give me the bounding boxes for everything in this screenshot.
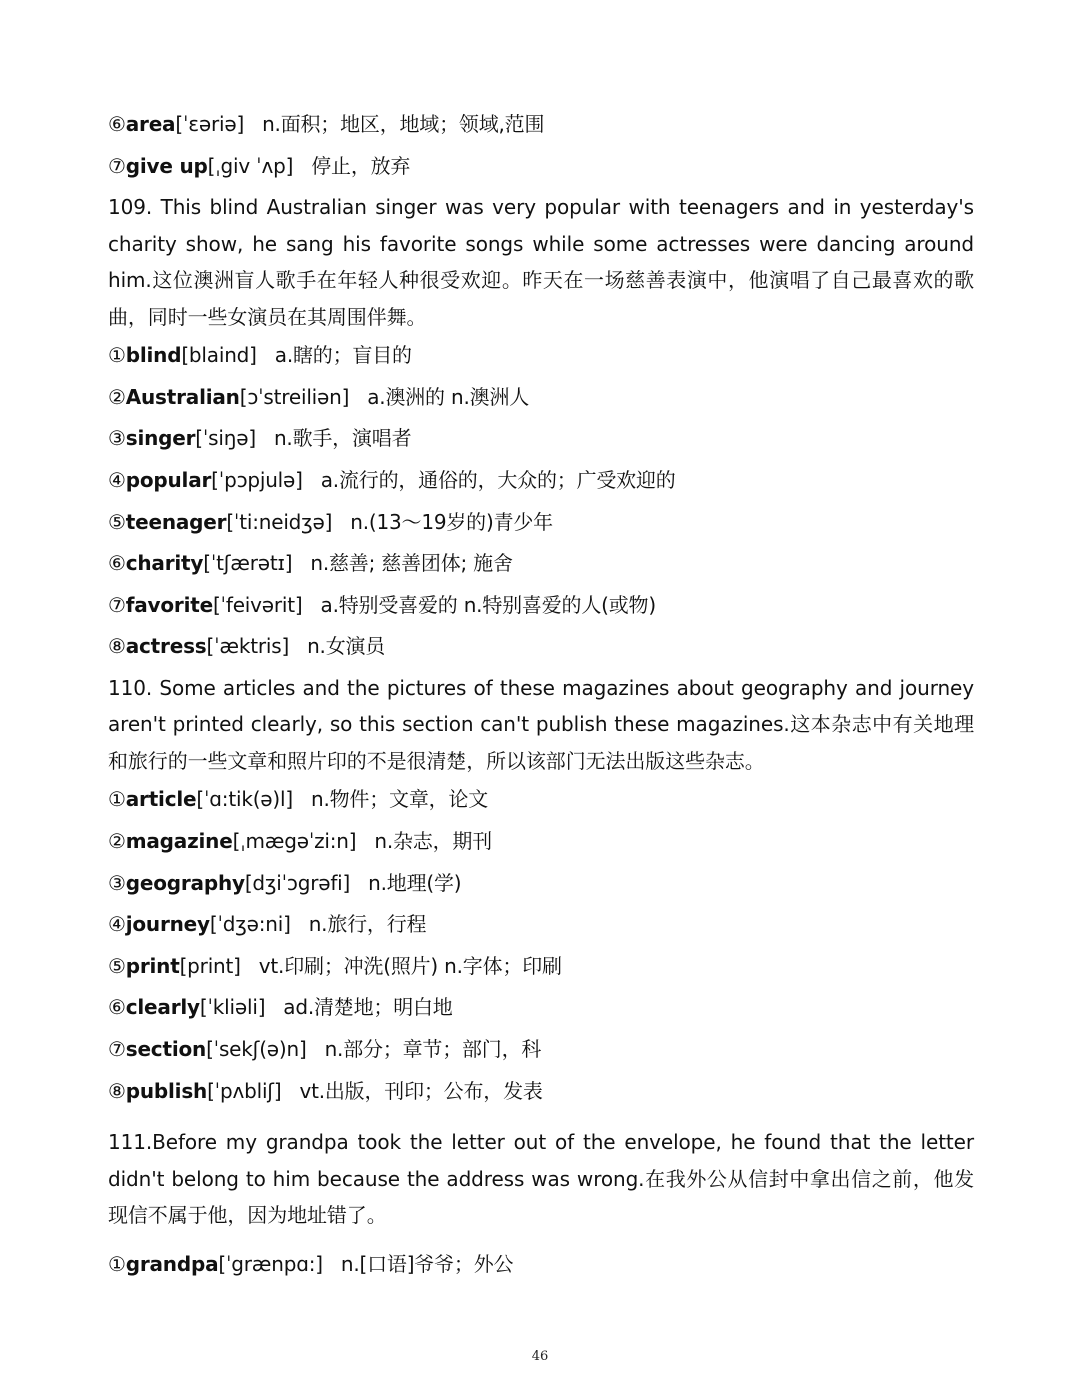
entry-phonetic: [ˈæktris] [206, 634, 290, 659]
page-number: 46 [531, 1349, 549, 1364]
entry-definition: vt.出版，刊印；公布，发表 [299, 1078, 543, 1103]
entry-number: ② [108, 829, 126, 854]
entry-definition: a.澳洲的 n.澳洲人 [367, 384, 530, 409]
entry-number: ⑧ [108, 634, 126, 659]
entry-definition: n.歌手，演唱者 [273, 426, 412, 451]
entry-definition: ad.清楚地；明白地 [283, 995, 453, 1020]
entry-definition: n.慈善; 慈善团体; 施舍 [310, 551, 513, 576]
vocab-entry [108, 1244, 974, 1286]
vocab-entry [108, 626, 974, 668]
entry-word: charity [125, 551, 204, 576]
entry-word: blind [125, 343, 182, 368]
entry-number: ⑥ [108, 551, 126, 576]
entry-word: magazine [125, 829, 233, 854]
entry-phonetic: [ˌgiv ˈʌp] [207, 153, 294, 178]
entry-number: ① [108, 343, 126, 368]
entry-definition: n.杂志，期刊 [374, 829, 493, 854]
entry-phonetic: [ˈti:neidʒə] [226, 509, 333, 534]
entry-phonetic: [ˈkliəli] [199, 995, 266, 1020]
entry-word: journey [125, 912, 210, 937]
entry-phonetic: [ˈsiŋə] [195, 426, 256, 451]
vocab-entry [108, 821, 974, 863]
entry-phonetic: [blaind] [181, 343, 257, 368]
entry-phonetic: [ˈpɔpjulə] [211, 467, 303, 492]
entry-phonetic: [ˈgrænpɑ:] [218, 1251, 323, 1276]
sentence-109: 109. This blind Australian singer was very popular with teenagers and in yesterday's charity show, he sang his favorite songs while some actresses were dancing around him.这位澳洲盲人歌手在年轻人种很受欢迎。昨天在一场慈善表演中，他演唱了自己最喜欢的歌曲，同时一些女演员在其周围伴舞。 [108, 195, 974, 329]
entry-word: Australian [125, 384, 240, 409]
entry-number: ⑥ [108, 112, 126, 136]
entry-word: print [125, 953, 180, 978]
entry-definition: n.部分；章节；部门，科 [324, 1037, 542, 1061]
entry-word: give up [125, 153, 208, 178]
entry-phonetic: [print] [179, 953, 241, 978]
entry-definition: n.物件；文章，论文 [310, 787, 489, 812]
entry-number: ⑥ [108, 995, 126, 1020]
entry-phonetic: [ˈfeivərit] [212, 592, 303, 617]
entry-word: grandpa [125, 1251, 219, 1276]
entry-word: popular [125, 467, 212, 492]
entry-phonetic: [ˈdʒə:ni] [209, 912, 291, 937]
entry-word: area [125, 112, 176, 136]
entry-word: publish [125, 1078, 208, 1103]
vocab-entry [108, 502, 974, 544]
page-content [108, 104, 974, 1285]
sentence-110: 110. Some articles and the pictures of these magazines about geography and journey aren't printed clearly, so this section can't publish these magazines.这本杂志中有关地理和旅行的一些文章和照片印的不是很清楚，所以该部门无法出版这些杂志。 [108, 675, 974, 773]
entry-number: ① [108, 1251, 126, 1276]
entry-definition: a.瞎的；盲目的 [274, 343, 412, 368]
vocab-entry [108, 104, 974, 146]
entry-definition: n.面积；地区，地域；领域,范围 [262, 112, 545, 136]
entry-phonetic: [ˈsekʃ(ə)n] [206, 1037, 307, 1061]
entry-word: favorite [125, 592, 213, 617]
entry-number: ④ [108, 467, 126, 492]
entry-number: ⑤ [108, 953, 126, 978]
entry-phonetic: [ˈtʃærətɪ] [203, 551, 293, 576]
entry-definition: a.特别受喜爱的 n.特别喜爱的人(或物) [320, 592, 656, 617]
entry-phonetic: [ˈɑ:tik(ə)l] [196, 787, 293, 812]
vocab-entry [108, 146, 974, 188]
entry-word: actress [125, 634, 207, 659]
entry-definition: n.(13～19岁的)青少年 [350, 509, 553, 534]
entry-number: ④ [108, 912, 126, 937]
entry-number: ⑤ [108, 509, 126, 534]
vocab-entry [108, 418, 974, 460]
entry-phonetic: [ˌmægəˈzi:n] [232, 829, 357, 854]
entry-word: article [125, 787, 197, 812]
vocab-entry [108, 863, 974, 905]
entry-phonetic: [dʒiˈɔgrəfi] [244, 870, 351, 895]
vocab-entry [108, 585, 974, 627]
entry-number: ③ [108, 870, 126, 895]
entry-number: ② [108, 384, 126, 409]
entry-word: teenager [125, 509, 227, 534]
vocab-entry [108, 543, 974, 585]
vocab-entry [108, 1071, 974, 1113]
entry-word: section [125, 1037, 207, 1061]
vocab-entry [108, 377, 974, 419]
vocab-entry [108, 335, 974, 377]
vocab-entry [108, 1029, 974, 1071]
vocab-entry [108, 460, 974, 502]
vocab-entry [108, 779, 974, 821]
entry-phonetic: [ɔˈstreiliən] [239, 384, 350, 409]
sentence-111: 111.Before my grandpa took the letter out of the envelope, he found that the letter didn't belong to him because the address was wrong.在我外公从信封中拿出信之前，他发现信不属于他，因为地址错了。 [108, 1130, 974, 1228]
entry-number: ⑦ [108, 592, 126, 617]
entry-definition: n.旅行，行程 [308, 912, 427, 937]
entry-definition: n.地理(学) [368, 870, 462, 895]
entry-number: ⑧ [108, 1078, 126, 1103]
entry-number: ⑦ [108, 153, 126, 178]
entry-definition: 停止，放弃 [311, 153, 411, 178]
entry-phonetic: [ˈpʌbliʃ] [207, 1078, 282, 1103]
entry-word: clearly [125, 995, 200, 1020]
entry-number: ① [108, 787, 126, 812]
vocab-entry [108, 904, 974, 946]
entry-word: singer [125, 426, 196, 451]
entry-word: geography [125, 870, 245, 895]
vocab-entry [108, 946, 974, 988]
entry-definition: a.流行的，通俗的，大众的；广受欢迎的 [320, 467, 676, 492]
entry-number: ⑦ [108, 1037, 126, 1061]
entry-definition: n.[口语]爷爷；外公 [340, 1251, 514, 1276]
vocab-entry [108, 987, 974, 1029]
entry-phonetic: [ˈɛəriə] [175, 112, 245, 136]
entry-number: ③ [108, 426, 126, 451]
entry-definition: n.女演员 [307, 634, 386, 659]
entry-definition: vt.印刷；冲洗(照片) n.字体；印刷 [258, 953, 562, 978]
